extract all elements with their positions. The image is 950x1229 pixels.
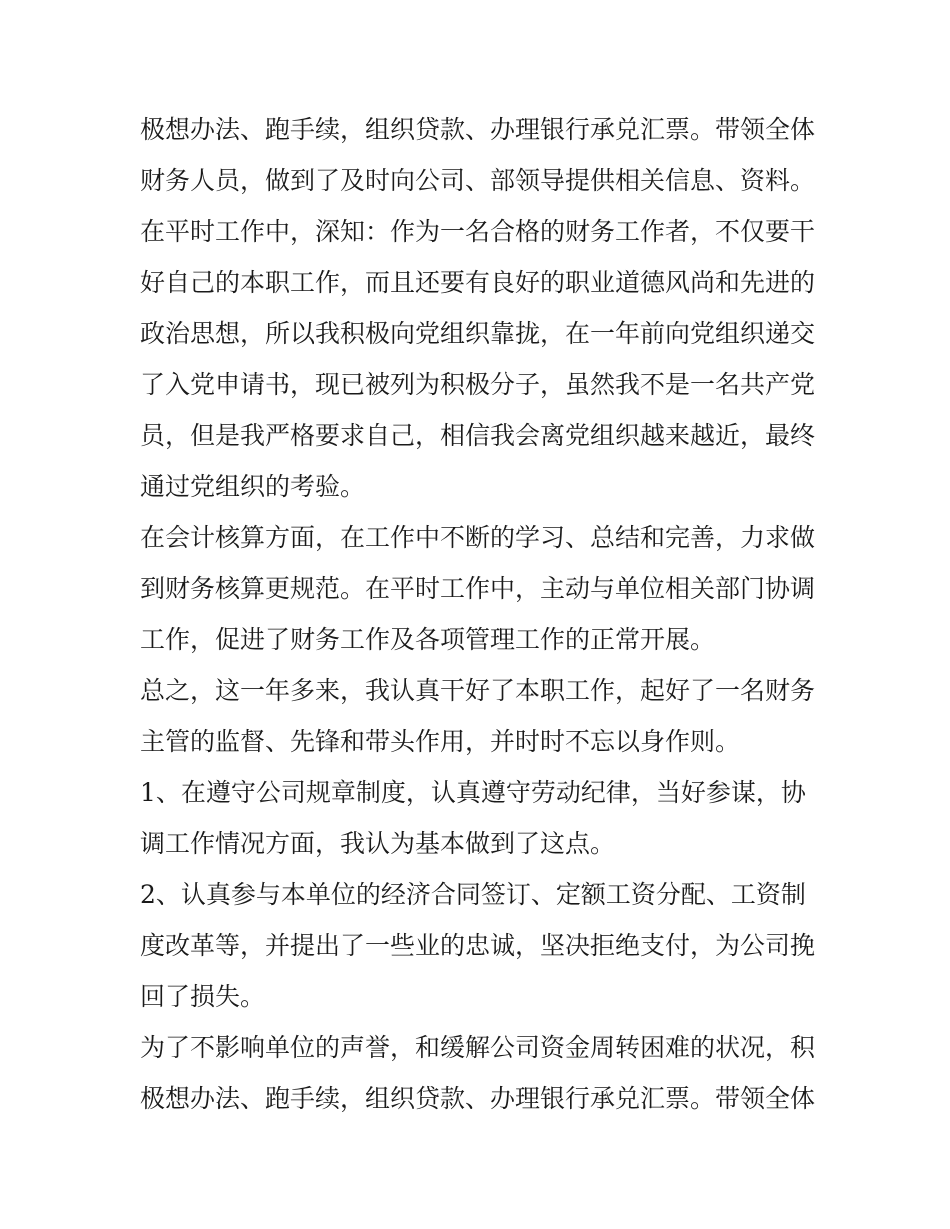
text-line: 为了不影响单位的声誉，和缓解公司资金周转困难的状况，积 xyxy=(140,1033,816,1062)
text-line: 了入党申请书，现已被列为积极分子，虽然我不是一名共产党 xyxy=(140,370,816,399)
text-line: 极想办法、跑手续，组织贷款、办理银行承兑汇票。带领全体 xyxy=(140,115,816,144)
text-line: 到财务核算更规范。在平时工作中，主动与单位相关部门协调 xyxy=(140,574,816,603)
text-line: 调工作情况方面，我认为基本做到了这点。 xyxy=(140,829,616,858)
text-line: 工作，促进了财务工作及各项管理工作的正常开展。 xyxy=(140,625,716,654)
text-line: 度改革等，并提出了一些业的忠诚，坚决拒绝支付，为公司挽 xyxy=(140,931,816,960)
text-line: 总之，这一年多来，我认真干好了本职工作，起好了一名财务 xyxy=(140,676,816,705)
text-line: 回了损失。 xyxy=(140,982,266,1011)
text-line: 1、在遵守公司规章制度，认真遵守劳动纪律，当好参谋，协 xyxy=(140,778,806,807)
text-line: 在会计核算方面，在工作中不断的学习、总结和完善，力求做 xyxy=(140,523,816,552)
text-line: 在平时工作中，深知：作为一名合格的财务工作者，不仅要干 xyxy=(140,217,816,246)
text-line: 通过党组织的考验。 xyxy=(140,472,366,501)
text-line: 财务人员，做到了及时向公司、部领导提供相关信息、资料。 xyxy=(140,166,816,195)
text-line: 极想办法、跑手续，组织贷款、办理银行承兑汇票。带领全体 xyxy=(140,1084,816,1113)
text-line: 2、认真参与本单位的经济合同签订、定额工资分配、工资制 xyxy=(140,880,806,909)
text-line: 主管的监督、先锋和带头作用，并时时不忘以身作则。 xyxy=(140,727,741,756)
text-line: 政治思想，所以我积极向党组织靠拢，在一年前向党组织递交 xyxy=(140,319,816,348)
text-line: 好自己的本职工作，而且还要有良好的职业道德风尚和先进的 xyxy=(140,268,816,297)
text-line: 员，但是我严格要求自己，相信我会离党组织越来越近，最终 xyxy=(140,421,816,450)
